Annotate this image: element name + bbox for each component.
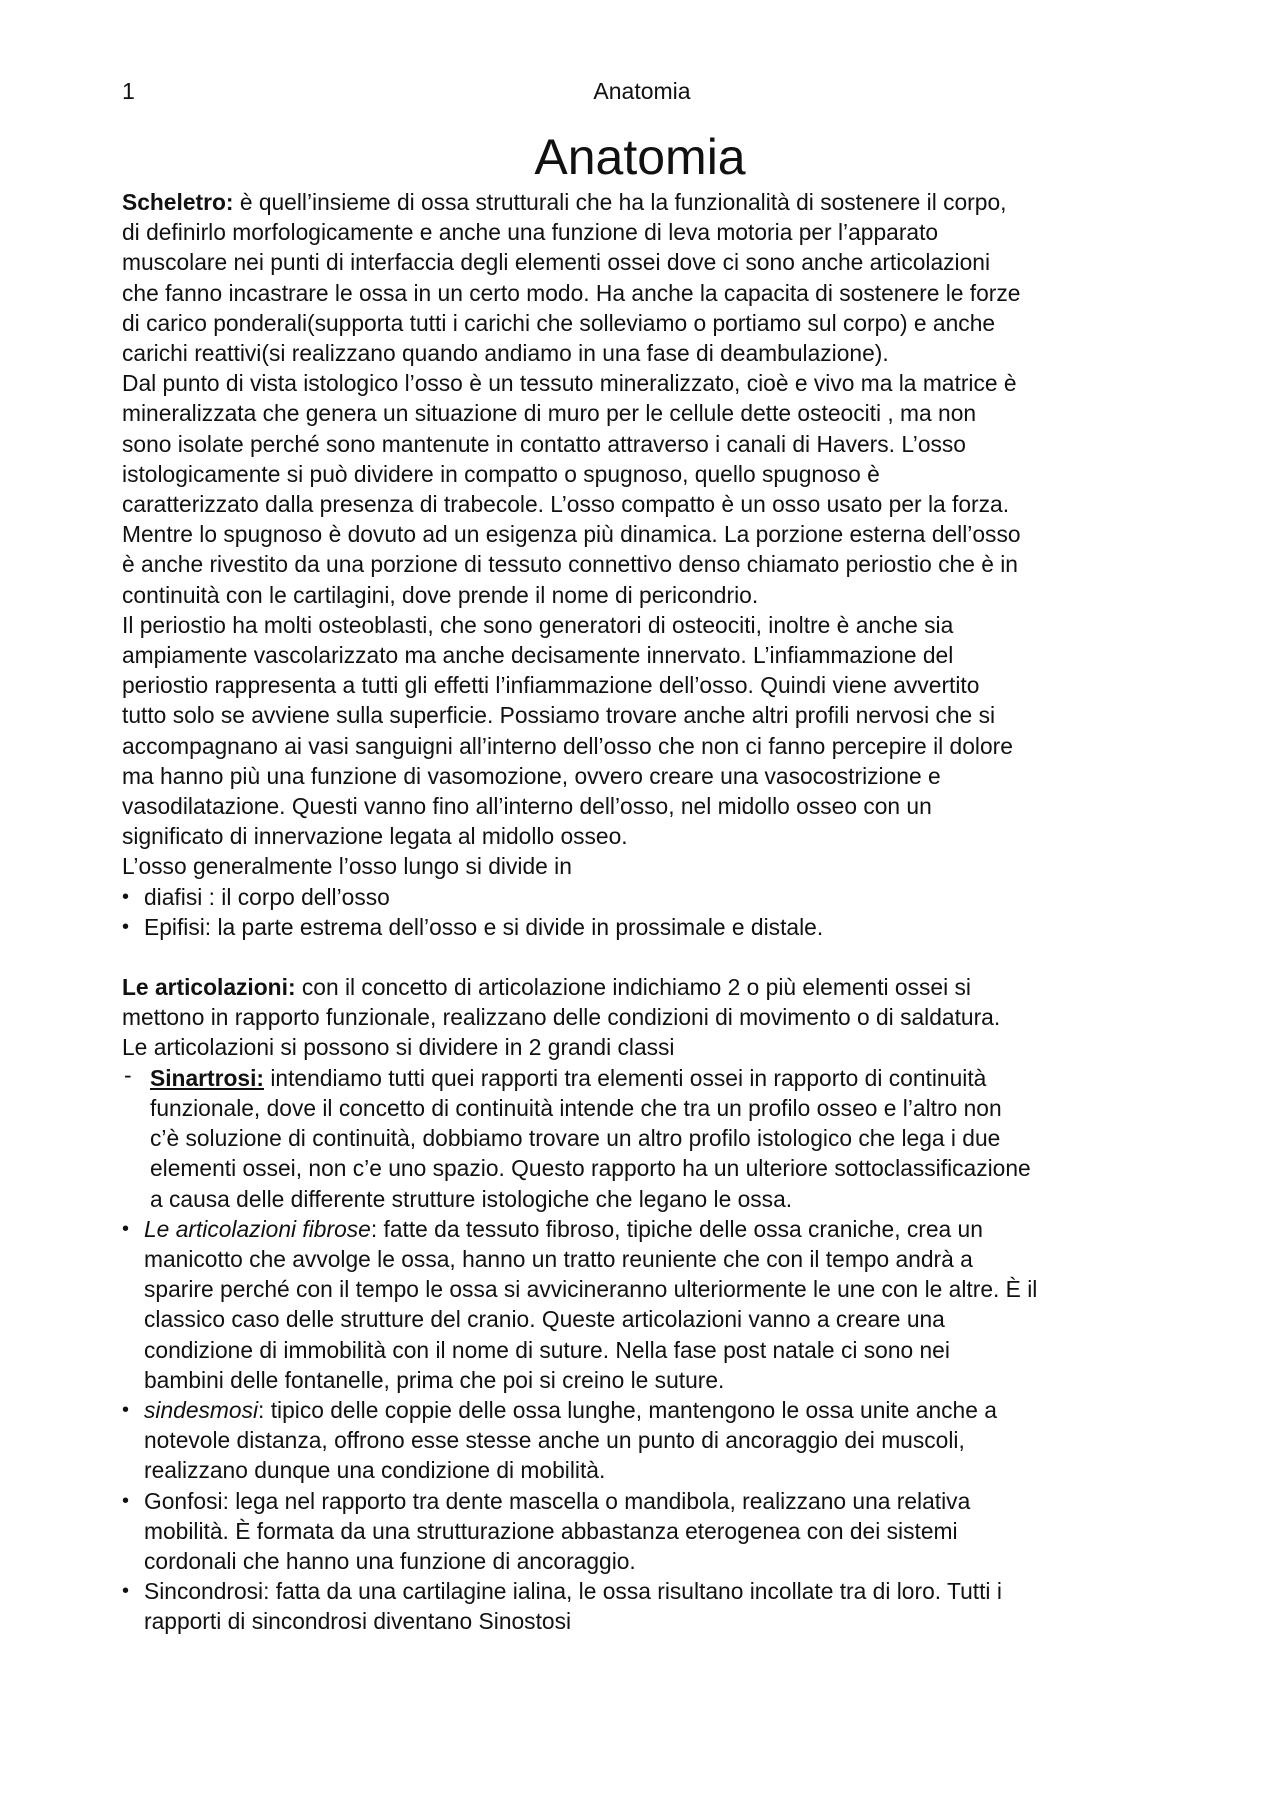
text-line: elementi ossei, non c’e uno spazio. Questo rapporto ha un ulteriore sottoclassificazione bbox=[150, 1155, 1031, 1182]
text-line: che fanno incastrare le ossa in un certo modo. Ha anche la capacita di sostenere le forze bbox=[122, 279, 1021, 306]
text-line: significato di innervazione legata al midollo osseo. bbox=[122, 823, 628, 850]
paragraph-scheletro bbox=[122, 187, 1167, 368]
paragraph-osso-lungo bbox=[122, 851, 1167, 881]
bullet-icon: • bbox=[122, 885, 130, 908]
text-line bbox=[150, 1063, 1167, 1093]
text-line: ma hanno più una funzione di vasomozione, ovvero creare una vasocostrizione e bbox=[122, 762, 941, 789]
text-line: Sincondrosi: fatta da una cartilagine ialina, le ossa risultano incollate tra di loro. Tutti i bbox=[144, 1578, 1002, 1605]
text-line: periostio rappresenta a tutti gli effetti l’infiammazione dell’osso. Quindi viene avvertito bbox=[122, 672, 980, 699]
text-line: Il periostio ha molti osteoblasti, che sono generatori di osteociti, inoltre è anche sia bbox=[122, 611, 954, 638]
paragraph-periostio bbox=[122, 610, 1167, 852]
text-line: a causa delle differente strutture istologiche che legano le ossa. bbox=[150, 1185, 793, 1212]
text-line: funzionale, dove il concetto di continuità intende che tra un profilo osseo e l’altro non bbox=[150, 1094, 1002, 1121]
text-line: accompagnano ai vasi sanguigni all’interno dell’osso che non ci fanno percepire il dolore bbox=[122, 732, 1013, 759]
text-line: vasodilatazione. Questi vanno fino all’interno dell’osso, nel midollo osseo con un bbox=[122, 793, 932, 820]
bullet-icon: • bbox=[122, 1489, 130, 1512]
text-run: è quell’insieme di ossa strutturali che ha la funzionalità di sostenere il corpo, bbox=[233, 189, 1007, 215]
text-line: mobilità. È formata da una strutturazione abbastanza eterogenea con dei sistemi bbox=[144, 1517, 958, 1544]
text-line: Le articolazioni si possono si dividere in 2 grandi classi bbox=[122, 1034, 675, 1061]
text-line: ampiamente vascolarizzato ma anche decisamente innervato. L’infiammazione del bbox=[122, 642, 954, 669]
bullet-icon: • bbox=[122, 1580, 130, 1603]
page-title: Anatomia bbox=[534, 129, 746, 185]
list-item bbox=[122, 882, 1167, 912]
text-line: sparire perché con il tempo le ossa si avvicineranno ulteriormente le une con le altre. È il bbox=[144, 1276, 1038, 1303]
text-line: classico caso delle strutture del cranio. Queste articolazioni vanno a creare una bbox=[144, 1306, 945, 1333]
dash-item-sinartrosi bbox=[122, 1063, 1167, 1214]
text-line: L’osso generalmente l’osso lungo si divide in bbox=[122, 853, 572, 880]
text-run: con il concetto di articolazione indichiamo 2 o più elementi ossei si bbox=[295, 974, 971, 1001]
text-line: sono isolate perché sono mantenute in contatto attraverso i canali di Havers. L’osso bbox=[122, 430, 966, 457]
text-line: istologicamente si può dividere in compatto o spugnoso, quello spugnoso è bbox=[122, 460, 880, 487]
text-line: tutto solo se avviene sulla superficie. Possiamo trovare anche altri profili nervosi che si bbox=[122, 702, 996, 729]
text-line: di carico ponderali(supporta tutti i carichi che solleviamo o portiamo sul corpo) e anche bbox=[122, 309, 996, 336]
text-run: intendiamo tutti quei rapporti tra elementi ossei in rapporto di continuità bbox=[264, 1064, 987, 1091]
term-scheletro: Scheletro: bbox=[122, 189, 234, 215]
list-item-sincondrosi bbox=[122, 1576, 1167, 1636]
text-line: Gonfosi: lega nel rapporto tra dente mascella o mandibola, realizzano una relativa bbox=[144, 1487, 971, 1514]
text-line: muscolare nei punti di interfaccia degli elementi ossei dove ci sono anche articolazioni bbox=[122, 249, 991, 276]
text-run: : tipico delle coppie delle ossa lunghe, mantengono le ossa unite anche a bbox=[258, 1396, 997, 1423]
page-header bbox=[122, 78, 1162, 110]
text-line: Dal punto di vista istologico l’osso è un tessuto mineralizzato, cioè e vivo ma la matrice è bbox=[122, 370, 1017, 397]
section-spacer bbox=[122, 942, 1167, 972]
list-item bbox=[122, 912, 1167, 942]
list-item-sindesmosi bbox=[122, 1395, 1167, 1486]
dash-icon: - bbox=[124, 1061, 132, 1088]
bullet-icon: • bbox=[122, 1398, 130, 1421]
text-line bbox=[144, 1395, 1167, 1425]
text-run: Epifisi: la parte estrema dell’osso e si divide in prossimale e distale. bbox=[144, 913, 824, 940]
text-run: diafisi : il corpo dell’osso bbox=[144, 883, 390, 910]
term-sindesmosi: sindesmosi bbox=[144, 1396, 259, 1423]
running-title: Anatomia bbox=[593, 78, 691, 104]
text-line: è anche rivestito da una porzione di tessuto connettivo denso chiamato periostio che è in bbox=[122, 551, 1018, 578]
text-line: di definirlo morfologicamente e anche una funzione di leva motoria per l’apparato bbox=[122, 219, 939, 246]
text-line: continuità con le cartilagini, dove prende il nome di pericondrio. bbox=[122, 581, 759, 608]
bullet-list-articolazioni bbox=[122, 1214, 1167, 1637]
term-articolazioni: Le articolazioni: bbox=[122, 974, 296, 1001]
term-fibrose: Le articolazioni fibrose bbox=[144, 1215, 371, 1242]
text-line: bambini delle fontanelle, prima che poi si creino le suture. bbox=[144, 1366, 725, 1393]
page-number: 1 bbox=[122, 78, 135, 104]
bullet-icon: • bbox=[122, 915, 130, 938]
text-line: notevole distanza, offrono esse stesse anche un punto di ancoraggio dei muscoli, bbox=[144, 1427, 965, 1454]
text-line: Mentre lo spugnoso è dovuto ad un esigenza più dinamica. La porzione esterna dell’osso bbox=[122, 521, 1021, 548]
paragraph-istologia bbox=[122, 368, 1167, 610]
text-line: mettono in rapporto funzionale, realizzano delle condizioni di movimento o di saldatura. bbox=[122, 1004, 1001, 1031]
text-run: : fatte da tessuto fibroso, tipiche delle ossa craniche, crea un bbox=[370, 1215, 983, 1242]
text-line: rapporti di sincondrosi diventano Sinostosi bbox=[144, 1608, 572, 1635]
paragraph-articolazioni bbox=[122, 972, 1167, 1063]
list-item-gonfosi bbox=[122, 1486, 1167, 1577]
text-line bbox=[122, 187, 1167, 217]
bullet-icon: • bbox=[122, 1217, 130, 1240]
text-line: cordonali che hanno una funzione di ancoraggio. bbox=[144, 1547, 636, 1574]
text-line: caratterizzato dalla presenza di trabecole. L’osso compatto è un osso usato per la forza. bbox=[122, 491, 1010, 518]
term-sinartrosi: Sinartrosi: bbox=[150, 1064, 265, 1091]
list-item-fibrose bbox=[122, 1214, 1167, 1395]
text-line: manicotto che avvolge le ossa, hanno un tratto reuniente che con il tempo andrà a bbox=[144, 1245, 973, 1272]
bullet-list-osso-lungo bbox=[122, 882, 1167, 942]
text-line: c’è soluzione di continuità, dobbiamo trovare un altro profilo istologico che lega i due bbox=[150, 1125, 1001, 1152]
text-line bbox=[144, 1214, 1167, 1244]
text-line: carichi reattivi(si realizzano quando andiamo in una fase di deambulazione). bbox=[122, 340, 889, 367]
document-body bbox=[122, 187, 1167, 1637]
text-line: realizzano dunque una condizione di mobilità. bbox=[144, 1457, 606, 1484]
text-line: condizione di immobilità con il nome di suture. Nella fase post natale ci sono nei bbox=[144, 1336, 950, 1363]
text-line bbox=[122, 972, 1167, 1002]
text-line: mineralizzata che genera un situazione di muro per le cellule dette osteociti , ma non bbox=[122, 400, 977, 427]
